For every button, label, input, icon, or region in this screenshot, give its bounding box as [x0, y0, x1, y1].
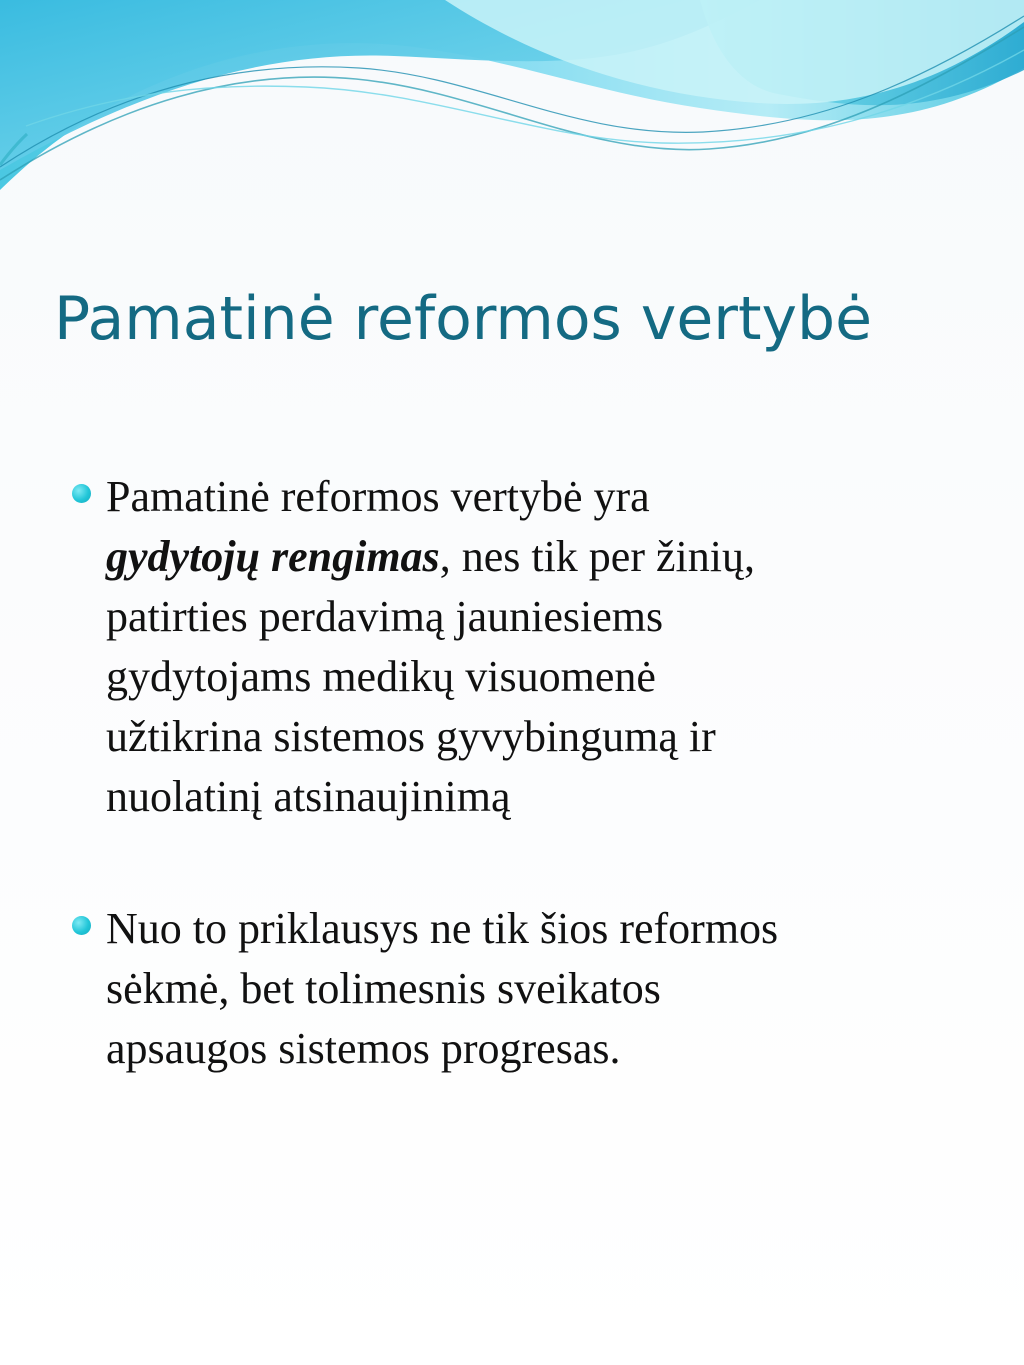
bullet-item-1 — [68, 467, 968, 827]
bullet-1-line-4: gydytojams medikų visuomenė — [106, 652, 656, 701]
bullet-item-2 — [68, 899, 968, 1079]
bullet-2-line-3: apsaugos sistemos progresas. — [106, 1024, 621, 1073]
bullet-list — [68, 467, 968, 1151]
bullet-1-line-3: patirties perdavimą jauniesiems — [106, 592, 664, 641]
bullet-1-line-2-tail: , nes tik per žinių, — [439, 532, 755, 581]
circle-bullet-icon — [72, 916, 91, 935]
bullet-2-line-2: sėkmė, bet tolimesnis sveikatos — [106, 964, 661, 1013]
bullet-1-line-5: užtikrina sistemos gyvybingumą ir — [106, 712, 716, 761]
bullet-1-emphasis: gydytojų rengimas — [106, 532, 440, 581]
bullet-1-line-1: Pamatinė reformos vertybė yra — [106, 472, 650, 521]
slide-title: Pamatinė reformos vertybė — [54, 284, 872, 354]
bullet-1-line-6: nuolatinį atsinaujinimą — [106, 772, 511, 821]
circle-bullet-icon — [72, 484, 91, 503]
decorative-wave-icon — [0, 0, 1024, 230]
bullet-2-line-1: Nuo to priklausys ne tik šios reformos — [106, 904, 779, 953]
